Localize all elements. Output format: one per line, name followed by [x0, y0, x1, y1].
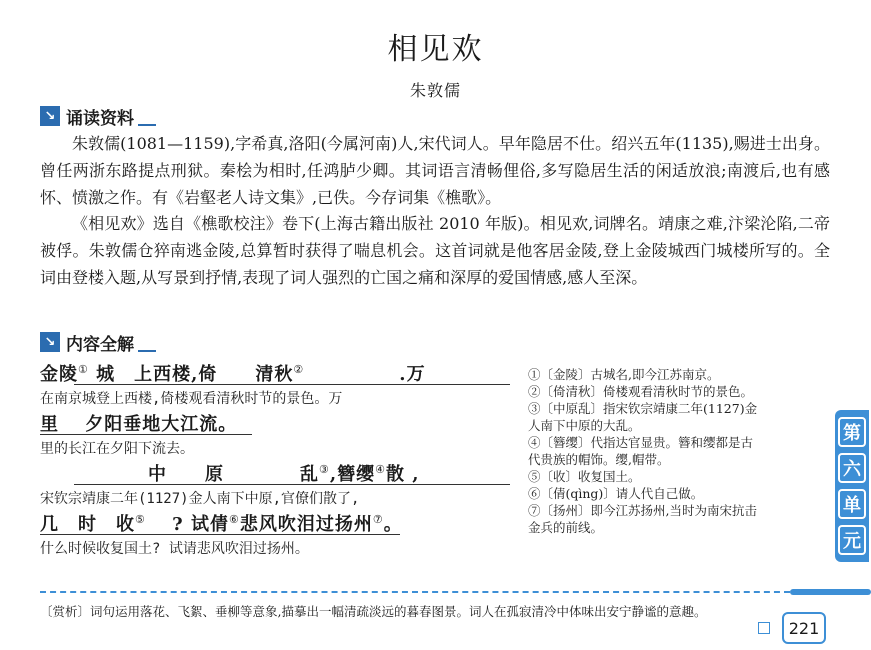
section-heading-label: 内容全解: [66, 334, 134, 355]
unit-tab[interactable]: [835, 410, 869, 562]
note-line: ⑥〔倩(qìng)〕请人代自己做。: [528, 486, 704, 501]
square-icon: [758, 622, 770, 634]
arrow-icon: ↘: [40, 332, 60, 352]
note-line: ②〔倚清秋〕倚楼观看清秋时节的景色。: [528, 384, 754, 399]
footer-divider-bar: [790, 589, 871, 595]
page-number: 221: [782, 612, 826, 644]
note-line: 人南下中原的大乱。: [528, 418, 641, 433]
arrow-icon: ↘: [40, 106, 60, 126]
annotation-notes: [528, 366, 818, 536]
note-line: ④〔簪缨〕代指达官显贵。簪和缨都是古: [528, 435, 754, 450]
poem-block: [40, 360, 510, 560]
unit-tab-char: 元: [838, 525, 866, 555]
note-line: 金兵的前线。: [528, 520, 604, 535]
section-heading-content: [40, 330, 156, 354]
section-heading-label: 诵读资料: [66, 108, 134, 129]
poem-line-2: 里 夕阳垂地大江流。: [40, 414, 238, 435]
intro-paragraph-2: 《相见欢》选自《樵歌校注》卷下(上海古籍出版社 2010 年版)。相见欢,词牌名。靖康之难,汴梁沦陷,二帝被俘。朱敦儒仓猝南逃金陵,总算暂时获得了喘息机会。这首词就是他客居金陵,登上金陵城西门城楼所写的。全词由登楼入题,从写景到抒情,表现了词人强烈的亡国之痛和深厚的爱国情感,感人至深。: [40, 214, 830, 287]
note-line: ①〔金陵〕古城名,即今江苏南京。: [528, 367, 720, 382]
poem-line-3: 中 原 乱③,簪缨④散 ,: [148, 463, 420, 485]
translation-line-4: 什么时候收复国土? 试请悲风吹泪过扬州。: [40, 541, 309, 557]
note-line: 代贵族的帽饰。缨,帽带。: [528, 452, 670, 467]
translation-line-3: 宋钦宗靖康二年(1127)金人南下中原,官僚们散了,: [40, 491, 360, 507]
poem-line-1: 金陵① 城 上西楼,倚 清秋② .万: [40, 363, 426, 385]
author: 朱敦儒: [409, 81, 461, 100]
page-title: 相见欢: [387, 32, 484, 67]
footer-divider: [40, 591, 790, 593]
note-line: ⑤〔收〕收复国土。: [528, 469, 641, 484]
unit-tab-char: 单: [838, 489, 866, 519]
unit-tab-char: 六: [838, 453, 866, 483]
commentary-note: 〔赏析〕词句运用落花、飞絮、垂柳等意象,描摹出一幅清疏淡远的暮春图景。词人在孤寂清冷中体味出安宁静谧的意趣。: [40, 604, 707, 619]
section-heading-reading: [40, 104, 156, 128]
translation-line-2: 里的长江在夕阳下流去。: [40, 441, 194, 457]
poem-line-4: 几 时 收⑤ ? 试倩⑥悲风吹泪过扬州⑦。: [40, 513, 403, 535]
note-line: ③〔中原乱〕指宋钦宗靖康二年(1127)金: [528, 401, 758, 416]
intro-paragraph-1: 朱敦儒(1081—1159),字希真,洛阳(今属河南)人,宋代词人。早年隐居不仕。绍兴五年(1135),赐进士出身。曾任两浙东路提点刑狱。秦桧为相时,任鸿胪少卿。其词语言清畅俚俗,多写隐居生活的闲适放浪;南渡后,也有感怀、愤激之作。有《岩壑老人诗文集》,已佚。今存词集《樵歌》。: [40, 134, 830, 207]
note-line: ⑦〔扬州〕即今江苏扬州,当时为南宋抗击: [528, 503, 757, 518]
unit-tab-char: 第: [838, 417, 866, 447]
translation-line-1: 在南京城登上西楼,倚楼观看清秋时节的景色。万: [40, 391, 343, 407]
